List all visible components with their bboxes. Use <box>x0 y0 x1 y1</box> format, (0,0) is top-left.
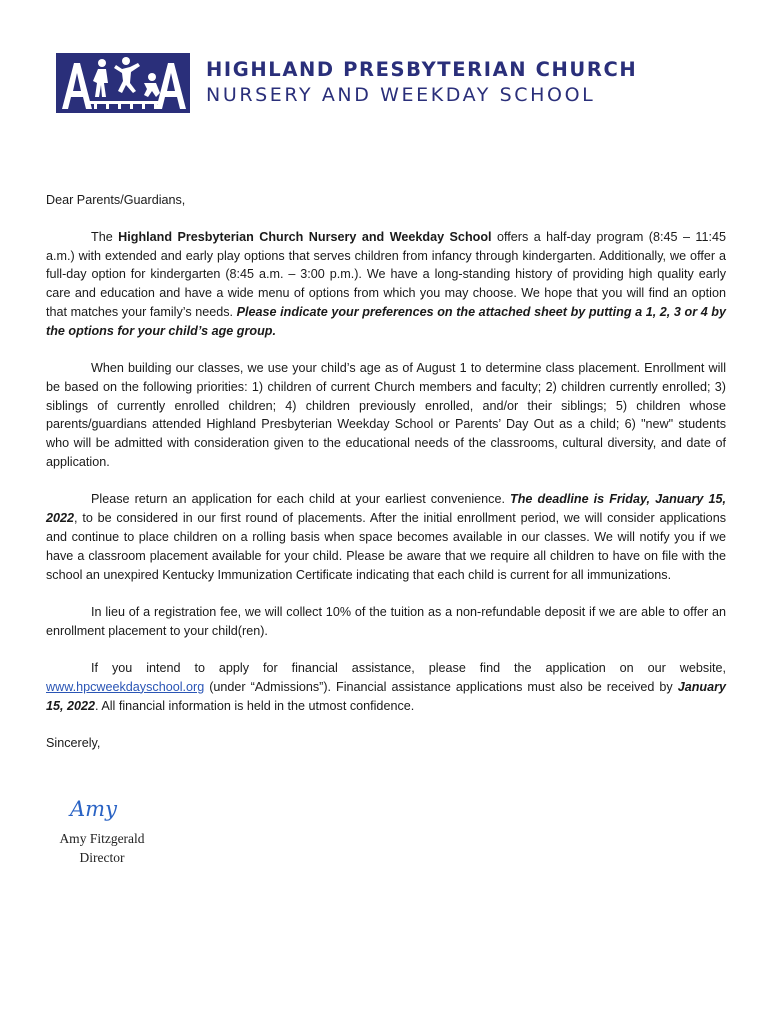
financial-deadline-date: January 15, 2022 <box>46 679 726 713</box>
signer-title: Director <box>79 850 125 865</box>
p3-body: , to be considered in our first round of placements. After the initial enrollment period, we will consider applications and continue to place children on a rolling basis when space becomes available in our classes. We will notify you if we have a classroom placement available for your child. Please be aware that we require all children to have on file with the school an unexpired Kentucky Immunization Certificate indicating that each child is current for all immunizations. <box>46 511 726 582</box>
signer-name: Amy Fitzgerald <box>59 831 145 846</box>
closing: Sincerely, <box>46 735 101 750</box>
paragraph-program-overview <box>46 228 726 341</box>
children-playing-logo-icon <box>56 53 190 113</box>
school-logo <box>50 38 650 120</box>
deadline-text: The deadline is Friday, January 15, 2022 <box>46 492 726 526</box>
letter-body <box>46 191 726 753</box>
website-link[interactable]: www.hpcweekdayschool.org <box>46 679 205 694</box>
paragraph-enrollment-priorities: When building our classes, we use your child’s age as of August 1 to determine class placement. Enrollment will be based on the following priorities: 1) children of current Church members and faculty; 2) children currently enrolled; 3) siblings of currently enrolled children; 4) children previously enrolled, and/or their siblings; 5) children whose parents/guardians attended Highland Presbyterian Weekday School or Parents’ Day Out as a child; 6) "new" students who will be admitted with consideration given to the educational needs of the classrooms, cultural diversity, and date of application. <box>46 361 726 470</box>
p5-intro: If you intend to apply for financial assistance, please find the application on our website, <box>91 660 726 675</box>
p5-mid: (under “Admissions”). Financial assistance applications must also be received by <box>204 679 678 694</box>
handwritten-signature: Amy <box>70 797 117 821</box>
preferences-instruction: Please indicate your preferences on the attached sheet by putting a 1, 2, 3 or 4 by the options for your child’s age group. <box>46 304 726 338</box>
p5-end: . All financial information is held in the utmost confidence. <box>95 698 415 713</box>
p3-intro: Please return an application for each child at your earliest convenience. <box>91 492 511 507</box>
logo-wordmark <box>206 58 637 108</box>
p1-intro: The <box>91 229 119 244</box>
signer-block <box>52 829 152 867</box>
paragraph-application-deadline <box>46 490 726 584</box>
school-name-bold: Highland Presbyterian Church Nursery and Weekday School <box>118 229 492 244</box>
p1-body: offers a half-day program (8:45 – 11:45 a.m.) with extended and early play options that serves children from infancy through kindergarten. Additionally, we offer a full-day option for kindergarten (8:45 a.m. – 3:00 p.m.). We have a long-standing history of providing high quality early care and education and have a wide menu of options from which you may choose. We hope that you will find an option that matches your family’s needs. <box>46 229 726 319</box>
paragraph-deposit: In lieu of a registration fee, we will collect 10% of the tuition as a non-refundable deposit if we are able to offer an enrollment placement to your child(ren). <box>46 604 726 638</box>
school-name: NURSERY AND WEEKDAY SCHOOL <box>206 84 596 106</box>
salutation: Dear Parents/Guardians, <box>46 193 186 207</box>
paragraph-financial-assistance <box>46 659 726 715</box>
church-name: HIGHLAND PRESBYTERIAN CHURCH <box>206 58 638 81</box>
